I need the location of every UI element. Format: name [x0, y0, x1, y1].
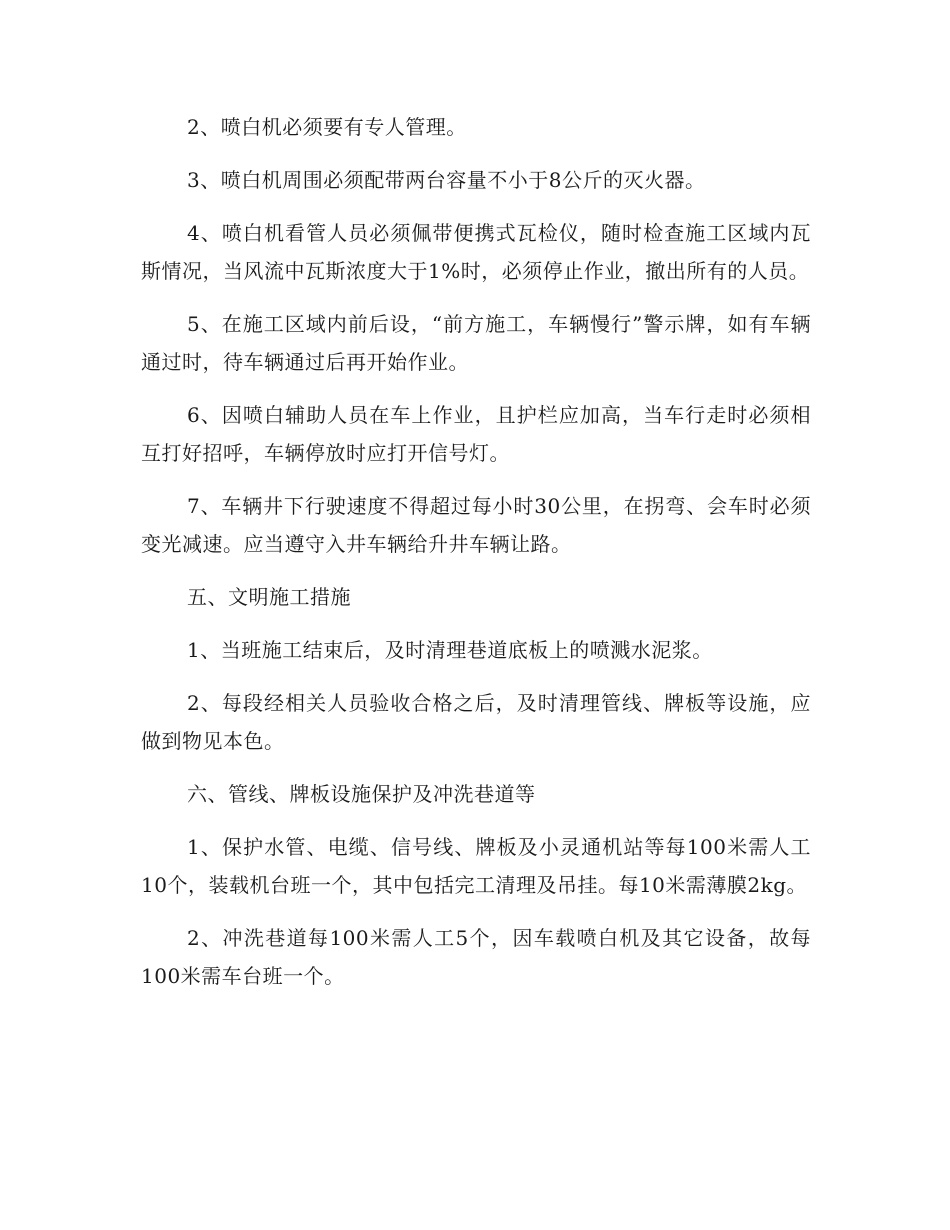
paragraph-rule-4: 4、喷白机看管人员必须佩带便携式瓦检仪，随时检查施工区域内瓦斯情况，当风流中瓦斯浓度大于1%时，必须停止作业，撤出所有的人员。: [141, 221, 811, 283]
paragraph-protection-2: 2、冲洗巷道每100米需人工5个，因车载喷白机及其它设备，故每100米需车台班一个。: [141, 926, 811, 988]
paragraph-protection-1: 1、保护水管、电缆、信号线、牌板及小灵通机站等每100米需人工10个，装载机台班一个，其中包括完工清理及吊挂。每10米需薄膜2kg。: [141, 835, 811, 897]
paragraph-civilized-1: 1、当班施工结束后，及时清理巷道底板上的喷溅水泥浆。: [187, 638, 713, 662]
paragraph-rule-7: 7、车辆井下行驶速度不得超过每小时30公里，在拐弯、会车时必须变光减速。应当遵守入井车辆给升井车辆让路。: [141, 494, 811, 556]
section-heading-civilized-construction: 五、文明施工措施: [187, 585, 351, 609]
paragraph-rule-6: 6、因喷白辅助人员在车上作业，且护栏应加高，当车行走时必须相互打好招呼，车辆停放时应打开信号灯。: [141, 403, 811, 465]
section-heading-facility-protection: 六、管线、牌板设施保护及冲洗巷道等: [187, 782, 536, 806]
paragraph-civilized-2: 2、每段经相关人员验收合格之后，及时清理管线、牌板等设施，应做到物见本色。: [141, 691, 811, 753]
paragraph-rule-5: 5、在施工区域内前后设，“前方施工，车辆慢行”警示牌，如有车辆通过时，待车辆通过后再开始作业。: [141, 312, 811, 374]
paragraph-rule-2: 2、喷白机必须要有专人管理。: [187, 115, 467, 139]
paragraph-rule-3: 3、喷白机周围必须配带两台容量不小于8公斤的灭火器。: [187, 168, 706, 192]
document-body: [141, 108, 811, 1010]
